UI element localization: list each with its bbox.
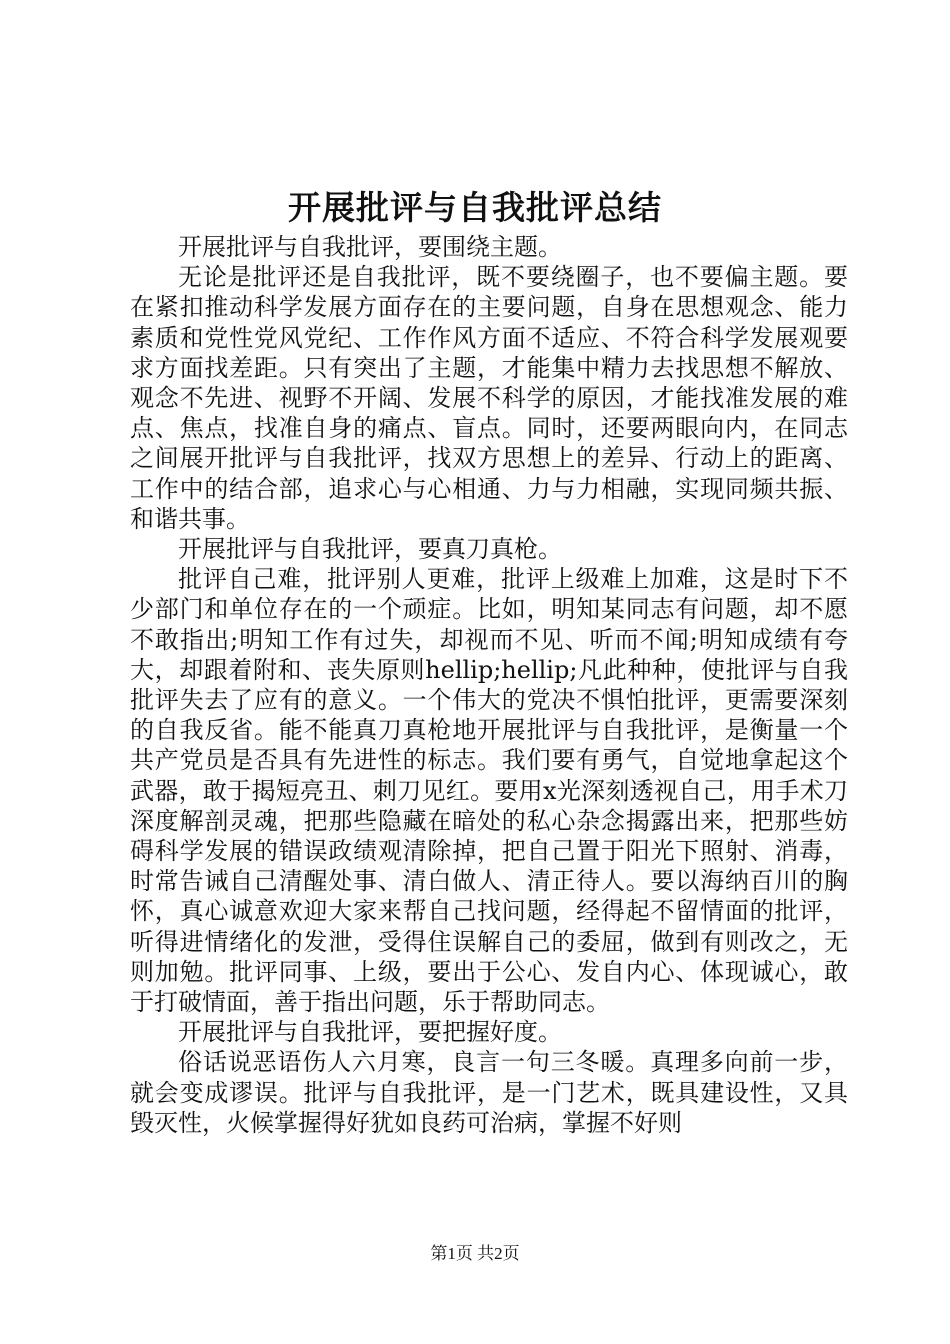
document-title: 开展批评与自我批评总结 <box>288 188 662 227</box>
document-body <box>130 232 848 1138</box>
paragraph-4: 批评自己难，批评别人更难，批评上级难上加难，这是时下不少部门和单位存在的一个顽症。比如，明知某同志有问题，却不愿不敢指出;明知工作有过失，却视而不见、听而不闻;明知成绩有夸大，却跟着附和、丧失原则hellip;hellip;凡此种种，使批评与自我批评失去了应有的意义。一个伟大的党决不惧怕批评，更需要深刻的自我反省。能不能真刀真枪地开展批评与自我批评，是衡量一个共产党员是否具有先进性的标志。我们要有勇气，自觉地拿起这个武器，敢于揭短亮丑、刺刀见红。要用x光深刻透视自己，用手术刀深度解剖灵魂，把那些隐藏在暗处的私心杂念揭露出来，把那些妨碍科学发展的错误政绩观清除掉，把自己置于阳光下照射、消毒，时常告诫自己清醒处事、清白做人、清正待人。要以海纳百川的胸怀，真心诚意欢迎大家来帮自己找问题，经得起不留情面的批评，听得进情绪化的发泄，受得住误解自己的委屈，做到有则改之，无则加勉。批评同事、上级，要出于公心、发自内心、体现诚心，敢于打破情面，善于指出问题，乐于帮助同志。 <box>130 565 848 1017</box>
paragraph-1: 开展批评与自我批评，要围绕主题。 <box>178 233 562 261</box>
page-footer: 第1页 共2页 <box>430 1244 520 1263</box>
paragraph-5: 开展批评与自我批评，要把握好度。 <box>178 1018 562 1047</box>
paragraph-2: 无论是批评还是自我批评，既不要绕圈子，也不要偏主题。要在紧扣推动科学发展方面存在的主要问题，自身在思想观念、能力素质和党性党风党纪、工作作风方面不适应、不符合科学发展观要求方面找差距。只有突出了主题，才能集中精力去找思想不解放、观念不先进、视野不开阔、发展不科学的原因，才能找准发展的难点、焦点，找准自身的痛点、盲点。同时，还要两眼向内，在同志之间展开批评与自我批评，找双方思想上的差异、行动上的距离、工作中的结合部，追求心与心相通、力与力相融，实现同频共振、和谐共事。 <box>130 263 848 533</box>
paragraph-6: 俗话说恶语伤人六月寒，良言一句三冬暖。真理多向前一步，就会变成谬误。批评与自我批评，是一门艺术，既具建设性，又具毁灭性，火候掌握得好犹如良药可治病，掌握不好则 <box>130 1048 848 1137</box>
paragraph-3: 开展批评与自我批评，要真刀真枪。 <box>178 535 562 564</box>
